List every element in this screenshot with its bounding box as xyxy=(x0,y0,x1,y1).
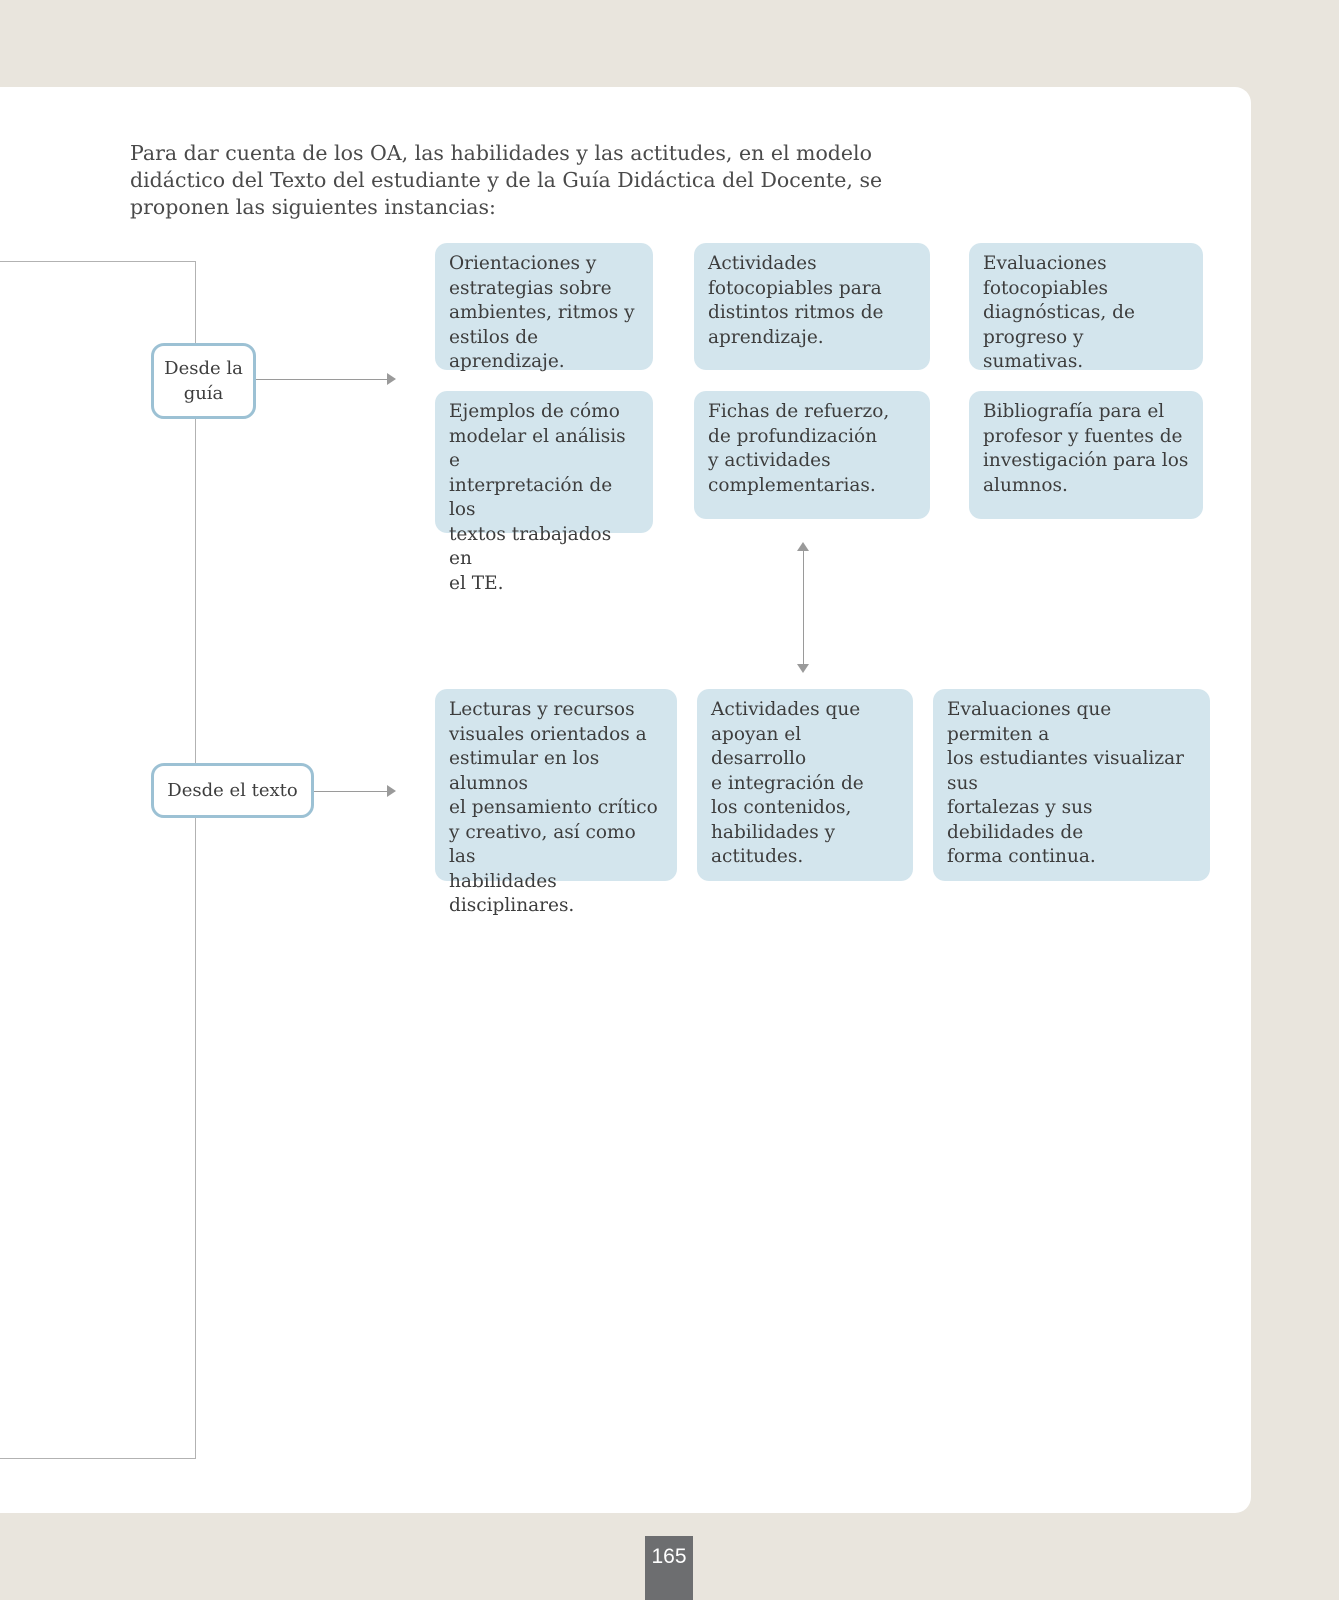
arrow-texto-to-cards xyxy=(314,791,394,792)
page-number: 165 xyxy=(645,1536,693,1600)
label-desde-el-texto xyxy=(151,763,314,818)
bracket-bottom-line xyxy=(0,1458,196,1459)
card-evaluaciones-fotocopiables: Evaluaciones fotocopiables diagnósticas, de progreso y sumativas. xyxy=(969,243,1203,370)
arrow-up-head xyxy=(797,542,809,551)
double-arrow-vertical xyxy=(803,544,804,671)
card-evaluaciones-continuas: Evaluaciones que permiten a los estudiantes visualizar sus fortalezas y sus debilidades de forma continua. xyxy=(933,689,1210,881)
arrow-down-head xyxy=(797,664,809,673)
arrow-guia-to-cards xyxy=(256,379,394,380)
intro-paragraph: Para dar cuenta de los OA, las habilidades y las actitudes, en el modelo didáctico del Texto del estudiante y de la Guía Didáctica del Docente, se proponen las siguientes instancias: xyxy=(130,141,883,219)
bracket-vertical-line xyxy=(195,261,196,1459)
label-desde-el-texto-text: Desde el texto xyxy=(167,780,298,801)
card-actividades-fotocopiables: Actividades fotocopiables para distintos ritmos de aprendizaje. xyxy=(694,243,930,370)
card-bibliografia: Bibliografía para el profesor y fuentes de investigación para los alumnos. xyxy=(969,391,1203,519)
label-desde-la-guia xyxy=(151,343,256,419)
card-fichas-refuerzo: Fichas de refuerzo, de profundización y actividades complementarias. xyxy=(694,391,930,519)
label-desde-la-guia-text: Desde la guía xyxy=(164,358,243,404)
card-orientaciones: Orientaciones y estrategias sobre ambientes, ritmos y estilos de aprendizaje. xyxy=(435,243,653,370)
card-lecturas-recursos: Lecturas y recursos visuales orientados a estimular en los alumnos el pensamiento crítico y creativo, así como las habilidades disciplinares. xyxy=(435,689,677,881)
card-ejemplos-modelar: Ejemplos de cómo modelar el análisis e interpretación de los textos trabajados en el TE. xyxy=(435,391,653,533)
card-actividades-desarrollo: Actividades que apoyan el desarrollo e integración de los contenidos, habilidades y actitudes. xyxy=(697,689,913,881)
bracket-top-line xyxy=(0,261,196,262)
